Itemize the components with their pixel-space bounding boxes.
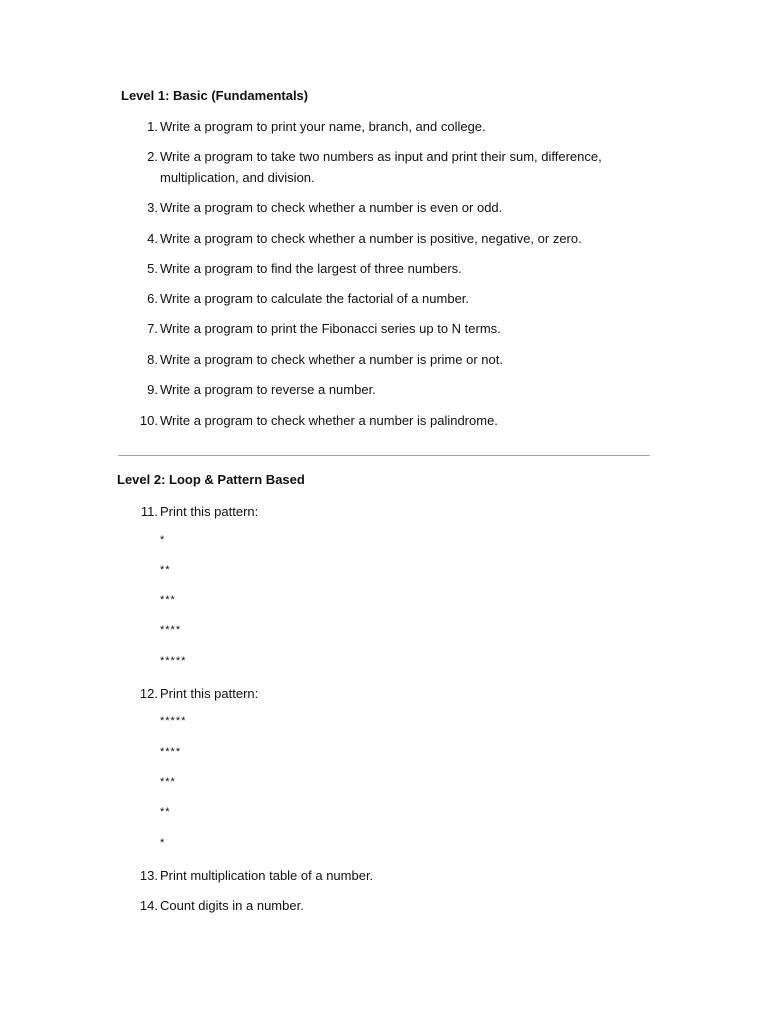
item-number: 9. <box>147 382 158 397</box>
pattern-line: ** <box>160 806 171 818</box>
item-text: Write a program to check whether a number is prime or not. <box>160 352 503 367</box>
item-text: Write a program to take two numbers as input and print their sum, difference, multiplication, and division. <box>160 149 602 185</box>
pattern-line: ***** <box>160 715 187 727</box>
item-number: 7. <box>147 321 158 336</box>
item-text: Write a program to check whether a number is even or odd. <box>160 200 503 215</box>
item-number: 5. <box>147 261 158 276</box>
item-text: Write a program to reverse a number. <box>160 382 376 397</box>
item-text: Write a program to check whether a number is positive, negative, or zero. <box>160 231 582 246</box>
pattern-line: * <box>160 837 166 849</box>
item-number: 10. <box>139 413 158 428</box>
horizontal-divider <box>118 455 650 456</box>
pattern-line: **** <box>160 624 182 636</box>
item-number: 11. <box>140 504 158 519</box>
item-text: Write a program to print the Fibonacci series up to N terms. <box>160 321 501 336</box>
item-text: Count digits in a number. <box>160 898 304 913</box>
item-text: Print this pattern: <box>160 686 259 701</box>
item-number: 12. <box>139 686 158 701</box>
item-number: 13. <box>139 868 158 883</box>
pattern-line: *** <box>160 776 176 788</box>
item-text: Print this pattern: <box>160 504 259 519</box>
item-text: Print multiplication table of a number. <box>160 868 374 883</box>
item-text: Write a program to find the largest of three numbers. <box>160 261 462 276</box>
pattern-line: ***** <box>160 655 187 667</box>
item-number: 4. <box>147 231 158 246</box>
item-number: 2. <box>147 149 158 164</box>
pattern-line: **** <box>160 746 182 758</box>
item-number: 6. <box>147 291 158 306</box>
item-number: 3. <box>147 200 158 215</box>
level-1-heading: Level 1: Basic (Fundamentals) <box>121 88 309 103</box>
item-text: Write a program to check whether a number is palindrome. <box>160 413 498 428</box>
pattern-line: * <box>160 534 166 546</box>
item-number: 1. <box>147 119 158 134</box>
pattern-line: ** <box>160 564 171 576</box>
level-2-heading: Level 2: Loop & Pattern Based <box>117 472 305 487</box>
item-text: Write a program to print your name, branch, and college. <box>160 119 486 134</box>
item-number: 14. <box>139 898 158 913</box>
pattern-line: *** <box>160 594 176 606</box>
item-number: 8. <box>147 352 158 367</box>
item-text: Write a program to calculate the factorial of a number. <box>160 291 470 306</box>
